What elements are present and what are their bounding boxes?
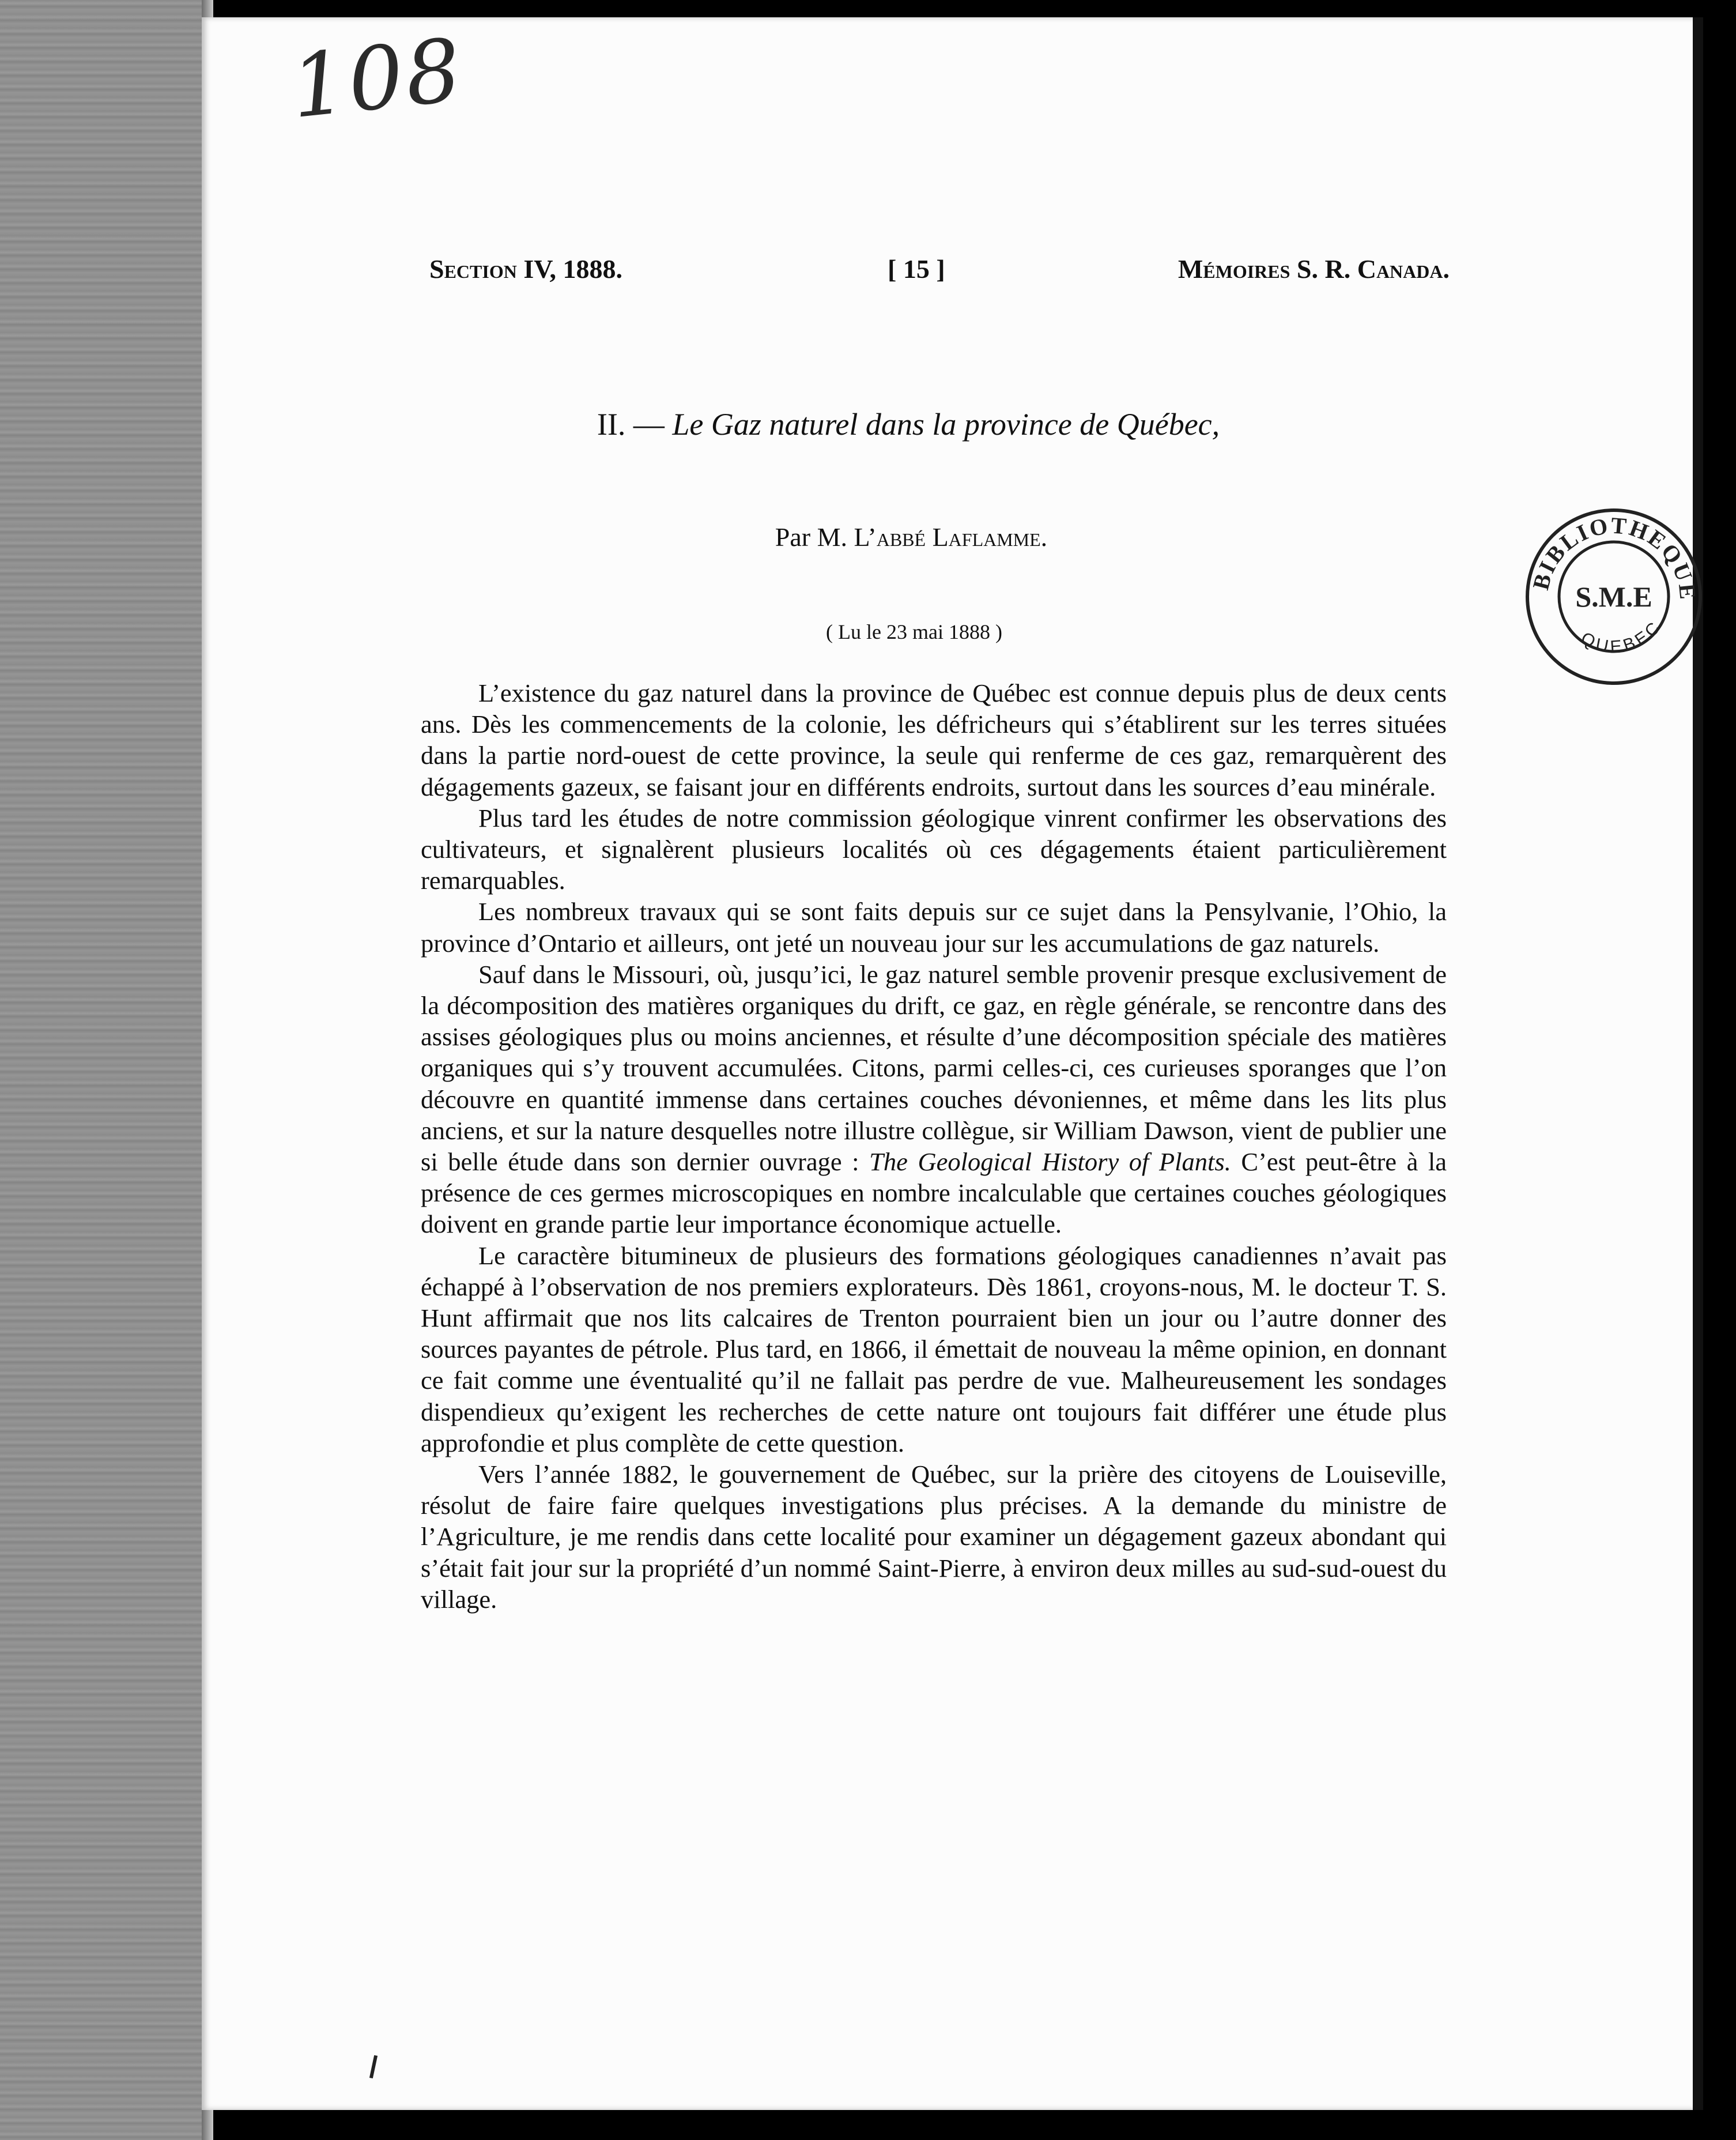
running-header — [429, 254, 1450, 300]
article-title — [0, 406, 1736, 442]
byline-prefix: Par M. — [775, 522, 848, 552]
stamp-center-text: S.M.E — [1575, 581, 1652, 613]
author-name: L’abbé Laflamme. — [854, 522, 1048, 552]
header-journal: Mémoires S. R. Canada. — [1178, 254, 1450, 284]
cited-book-title: The Geological History of Plants. — [869, 1147, 1231, 1177]
paragraph-text: C’est peut-être à la présence de ces germes microscopiques en nombre incalculable que certaines couches géologiques doivent en grande partie leur importance économique actuelle. — [421, 1147, 1447, 1239]
stamp-bottom-text: QUEBEC — [1578, 616, 1666, 657]
paragraph — [421, 959, 1447, 1240]
paragraph: L’existence du gaz naturel dans la province de Québec est connue depuis plus de deux cents ans. Dès les commencements de la colonie, les défricheurs qui s’établirent sur les terres situées dans la partie nord-ouest de cette province, la seule qui renferme de ces gaz, remarquèrent des dégagements gazeux, se faisant jour en différents endroits, surtout dans les sources d’eau minérale. — [421, 679, 1447, 801]
header-page-number: [ 15 ] — [888, 254, 945, 284]
byline — [0, 522, 1736, 552]
paragraph: Vers l’année 1882, le gouvernement de Québec, sur la prière des citoyens de Louiseville, résolut de faire faire quelques investigations plus précises. A la demande du ministre de l’Agriculture, je me rendis dans cette localité pour examiner un dégagement gazeux abondant qui s’était fait jour sur la propriété d’un nommé Saint-Pierre, à environ deux milles au sud-sud-ouest du village. — [421, 1460, 1447, 1614]
paragraph: Les nombreux travaux qui se sont faits depuis sur ce sujet dans la Pensylvanie, l’Ohio, la province d’Ontario et ailleurs, ont jeté un nouveau jour sur les accumulations de gaz naturels. — [421, 897, 1447, 958]
handwritten-page-number: 108 — [286, 20, 468, 138]
stamp-seal-icon — [1522, 502, 1706, 686]
paragraph: Le caractère bitumineux de plusieurs des formations géologiques canadiennes n’avait pas échappé à l’observation de nos premiers explorateurs. Dès 1861, croyons-nous, M. le docteur T. S. Hunt affirmait que nos lits calcaires de Trenton pourraient bien un jour ou l’autre donner des sources payantes de pétrole. Plus tard, en 1866, il émettait de nouveau la même opinion, en donnant ce fait comme une éventualité qu’il ne fallait pas perdre de vue. Malheureusement les sondages dispendieux qu’exigent les recherches de cette nature ont toujours fait différer une étude plus approfondie et plus complète de cette question. — [421, 1241, 1447, 1457]
article-title-text: Le Gaz naturel dans la province de Québec, — [672, 407, 1220, 442]
svg-text:QUEBEC — [1578, 616, 1666, 657]
page-edge — [1693, 17, 1703, 2110]
header-section: Section IV, 1888. — [429, 254, 623, 284]
book-spine — [0, 0, 213, 2140]
article-number: II. — — [597, 407, 665, 442]
library-stamp — [1522, 502, 1706, 686]
paragraph: Plus tard les études de notre commission géologique vinrent confirmer les observations des cultivateurs, et signalèrent plusieurs localités où ces dégagements étaient particulièrement remarquables. — [421, 803, 1447, 895]
read-date: ( Lu le 23 mai 1888 ) — [826, 620, 1002, 643]
stamp-ring-text: BIBLIOTHEQUE — [1527, 512, 1701, 602]
article-body — [421, 677, 1447, 1615]
paragraph-text: Sauf dans le Missouri, où, jusqu’ici, le gaz naturel semble provenir presque exclusivement de la décomposition des matières organiques du drift, ce gaz, en règle générale, se rencontre dans des assises géologiques plus ou moins anciennes, et résulte d’une décomposition spéciale des matières organiques qui s’y trouvent accumulées. Citons, parmi celles-ci, ces curieuses sporanges que l’on découvre en quantité immense dans certaines couches dévoniennes, et même dans les lits plus anciens, et sur la nature desquelles notre illustre collègue, sir William Dawson, vient de publier une si belle étude dans son dernier ouvrage : — [421, 959, 1447, 1177]
